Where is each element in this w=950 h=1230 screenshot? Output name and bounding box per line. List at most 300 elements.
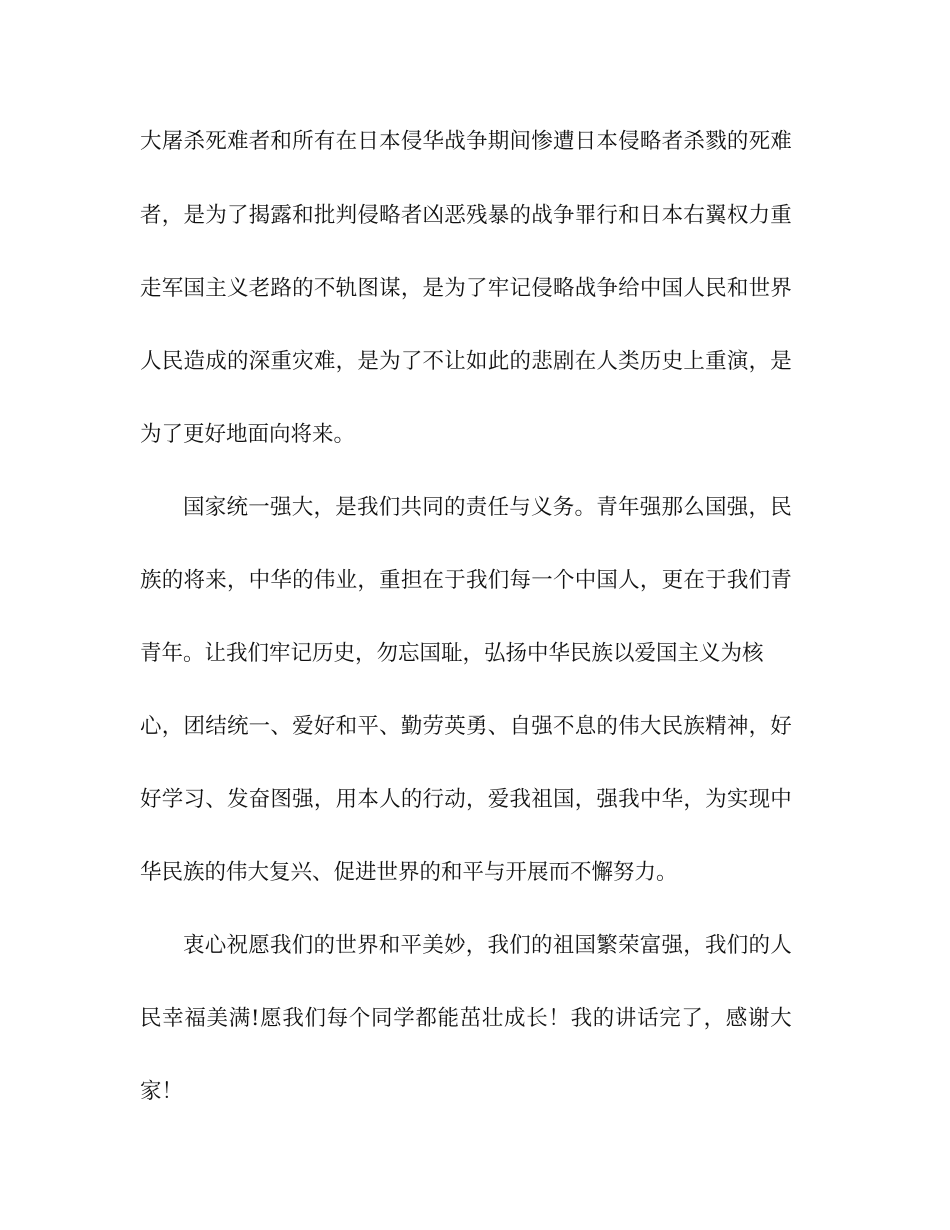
- text-glyph: 造: [183, 349, 205, 374]
- text-glyph: 我: [570, 1006, 593, 1031]
- text-glyph: 民: [705, 276, 727, 301]
- text-glyph: 的: [748, 933, 771, 958]
- text-glyph: 们: [509, 933, 531, 958]
- text-glyph: 愿: [260, 1006, 282, 1031]
- text-glyph: 世: [335, 933, 357, 958]
- text-glyph: 族: [683, 714, 705, 739]
- text-glyph: 祖: [531, 787, 553, 812]
- text-glyph: 恶: [444, 203, 466, 228]
- text-glyph: 们: [304, 1006, 327, 1031]
- text-glyph: 戮: [705, 129, 727, 154]
- text-glyph: 业: [335, 568, 358, 593]
- text-glyph: 、: [205, 787, 227, 812]
- text-line: [140, 201, 792, 231]
- text-glyph: 好: [770, 714, 792, 739]
- text-glyph: 本: [379, 129, 401, 154]
- text-glyph: 义: [226, 276, 249, 301]
- text-glyph: 责: [465, 495, 488, 520]
- text-glyph: 我: [270, 933, 292, 958]
- text-glyph: 爱: [487, 787, 510, 812]
- text-glyph: 、: [270, 714, 292, 739]
- text-glyph: ，: [683, 933, 705, 958]
- text-glyph: 都: [415, 1006, 437, 1031]
- text-glyph: 暴: [487, 203, 510, 228]
- text-glyph: 妙: [444, 933, 466, 958]
- text-glyph: 国: [574, 933, 597, 958]
- text-glyph: 类: [618, 349, 640, 374]
- text-glyph: 同: [422, 495, 444, 520]
- text-glyph: 的: [509, 349, 531, 374]
- text-glyph: 为: [705, 787, 727, 812]
- text-glyph: 残: [466, 203, 488, 228]
- text-glyph: 一: [531, 568, 553, 593]
- text-glyph: 路: [270, 276, 292, 301]
- text-glyph: 重: [270, 349, 292, 374]
- text-glyph: 走: [140, 276, 162, 301]
- text-glyph: 了: [681, 1006, 703, 1031]
- text-glyph: 大: [639, 714, 662, 739]
- text-glyph: 者: [248, 129, 271, 154]
- text-glyph: 本: [661, 203, 684, 228]
- text-glyph: 难: [770, 129, 792, 154]
- text-glyph: 让: [444, 349, 466, 374]
- text-glyph: 为: [444, 276, 466, 301]
- text-glyph: 人: [140, 349, 162, 374]
- text-glyph: 义: [531, 495, 553, 520]
- text-glyph: 主: [205, 276, 227, 301]
- text-glyph: 勇: [466, 714, 488, 739]
- text-glyph: 更: [661, 568, 684, 593]
- text-glyph: 年: [618, 495, 640, 520]
- text-glyph: 华: [422, 129, 445, 154]
- text-glyph: 中: [639, 276, 662, 301]
- text-glyph: 任: [487, 495, 510, 520]
- text-glyph: 富: [639, 933, 662, 958]
- text-glyph: 是: [357, 349, 379, 374]
- text-glyph: 者: [661, 129, 684, 154]
- text-glyph: 在: [683, 568, 705, 593]
- text-line: 华民族的伟大复兴、促进世界的和平与开展而不懈努力。: [140, 860, 678, 885]
- text-glyph: ，: [574, 787, 597, 812]
- text-glyph: 日: [574, 129, 597, 154]
- text-glyph: 用: [335, 787, 358, 812]
- text-glyph: 历: [639, 349, 662, 374]
- text-glyph: 杀: [683, 129, 705, 154]
- text-glyph: 美: [206, 1006, 229, 1031]
- text-glyph: ，: [466, 787, 488, 812]
- text-glyph: ！: [548, 1006, 570, 1031]
- text-glyph: 战: [574, 276, 597, 301]
- text-glyph: ，: [161, 203, 184, 228]
- text-glyph: 国: [596, 568, 618, 593]
- text-glyph: 们: [487, 568, 510, 593]
- text-glyph: 们: [291, 933, 314, 958]
- text-glyph: 者: [140, 203, 162, 228]
- text-glyph: 侵: [531, 276, 553, 301]
- text-glyph: 英: [444, 714, 466, 739]
- text-line: 为了更好地面向将来。: [140, 422, 356, 447]
- text-glyph: 繁: [596, 933, 618, 958]
- text-glyph: 在: [574, 349, 597, 374]
- text-glyph: 如: [466, 349, 488, 374]
- text-glyph: 军: [161, 276, 184, 301]
- text-glyph: 祝: [226, 933, 249, 958]
- text-glyph: 强: [596, 787, 618, 812]
- text-glyph: 侵: [618, 129, 640, 154]
- text-glyph: 的: [226, 349, 249, 374]
- text-glyph: 重: [379, 568, 401, 593]
- text-glyph: 侵: [357, 203, 379, 228]
- text-glyph: 轨: [335, 276, 358, 301]
- text-glyph: 平: [400, 933, 423, 958]
- text-glyph: 心: [204, 933, 227, 958]
- text-glyph: 不: [422, 349, 445, 374]
- text-glyph: 国: [183, 276, 205, 301]
- text-glyph: 心: [140, 714, 162, 739]
- text-glyph: ，: [465, 933, 488, 958]
- text-glyph: 屠: [161, 129, 184, 154]
- text-line: [140, 1004, 792, 1034]
- text-glyph: 和: [292, 203, 314, 228]
- text-glyph: ，: [683, 787, 705, 812]
- text-glyph: 于: [444, 568, 466, 593]
- text-glyph: 好: [140, 787, 162, 812]
- text-glyph: 民: [661, 714, 684, 739]
- text-glyph: 精: [705, 714, 727, 739]
- text-glyph: 剧: [552, 349, 575, 374]
- text-glyph: 华: [661, 787, 684, 812]
- text-glyph: 伟: [618, 714, 640, 739]
- text-glyph: 日: [639, 203, 662, 228]
- text-glyph: 大: [770, 1006, 792, 1031]
- text-glyph: 话: [637, 1006, 659, 1031]
- text-glyph: 灾: [292, 349, 314, 374]
- text-glyph: 人: [683, 276, 705, 301]
- text-glyph: 记: [509, 276, 531, 301]
- text-glyph: 为: [205, 203, 227, 228]
- text-line: [183, 931, 792, 961]
- text-glyph: 务: [552, 495, 575, 520]
- text-glyph: 息: [574, 714, 597, 739]
- text-glyph: 我: [726, 568, 749, 593]
- text-glyph: 国: [705, 495, 727, 520]
- text-glyph: 惨: [531, 129, 553, 154]
- text-glyph: 中: [248, 568, 271, 593]
- text-glyph: 所: [292, 129, 314, 154]
- text-glyph: 不: [313, 276, 336, 301]
- text-glyph: 爱: [292, 714, 314, 739]
- text-glyph: 难: [313, 349, 336, 374]
- text-glyph: 实: [726, 787, 749, 812]
- text-glyph: 我: [466, 568, 488, 593]
- text-glyph: 翼: [705, 203, 727, 228]
- text-glyph: 满: [228, 1006, 251, 1031]
- text-glyph: 的: [596, 714, 618, 739]
- text-glyph: 自: [509, 714, 531, 739]
- text-glyph: 侵: [400, 129, 423, 154]
- text-glyph: 青: [596, 495, 618, 520]
- text-glyph: ，: [748, 349, 771, 374]
- text-glyph: 统: [226, 495, 249, 520]
- text-glyph: 、: [487, 714, 510, 739]
- text-glyph: 期: [487, 129, 510, 154]
- text-glyph: 谋: [379, 276, 401, 301]
- text-glyph: 在: [422, 568, 445, 593]
- text-glyph: 和: [335, 714, 358, 739]
- text-glyph: 此: [487, 349, 510, 374]
- text-glyph: 青: [770, 568, 792, 593]
- text-glyph: 重: [770, 203, 792, 228]
- text-glyph: 行: [596, 203, 618, 228]
- text-glyph: 团: [183, 714, 205, 739]
- text-glyph: ，: [703, 1006, 726, 1031]
- text-glyph: 好: [313, 714, 336, 739]
- text-glyph: ，: [335, 349, 358, 374]
- text-glyph: 每: [326, 1006, 349, 1031]
- text-glyph: 族: [140, 568, 162, 593]
- text-glyph: 死: [748, 129, 771, 154]
- text-glyph: 民: [770, 495, 792, 520]
- text-glyph: 凶: [422, 203, 445, 228]
- text-glyph: 的: [726, 129, 749, 154]
- text-glyph: 担: [400, 568, 423, 593]
- text-glyph: 华: [270, 568, 292, 593]
- text-glyph: 略: [379, 203, 401, 228]
- text-glyph: 日: [357, 129, 379, 154]
- text-glyph: 遭: [552, 129, 575, 154]
- text-glyph: 了: [466, 276, 488, 301]
- text-glyph: 大: [291, 495, 314, 520]
- text-glyph: 一: [248, 495, 270, 520]
- text-glyph: 和: [618, 203, 640, 228]
- text-glyph: 战: [444, 129, 466, 154]
- text-glyph: 略: [639, 129, 662, 154]
- text-line: 家！: [140, 1079, 184, 1104]
- text-glyph: ，: [313, 495, 336, 520]
- text-glyph: 大: [140, 129, 162, 154]
- text-line: [140, 566, 792, 596]
- text-glyph: 为: [379, 349, 401, 374]
- text-glyph: 难: [226, 129, 249, 154]
- text-glyph: 和: [726, 276, 749, 301]
- text-glyph: 同: [371, 1006, 393, 1031]
- text-glyph: ，: [357, 568, 379, 593]
- text-glyph: 学: [393, 1006, 415, 1031]
- text-glyph: 和: [378, 933, 401, 958]
- text-glyph: 习: [183, 787, 205, 812]
- text-glyph: 上: [683, 349, 705, 374]
- text-glyph: 们: [748, 568, 771, 593]
- text-glyph: 衷: [183, 933, 205, 958]
- text-glyph: 揭: [248, 203, 271, 228]
- text-glyph: 谢: [747, 1006, 770, 1031]
- text-glyph: 界: [357, 933, 379, 958]
- text-glyph: 么: [683, 495, 705, 520]
- text-glyph: 右: [683, 203, 705, 228]
- text-glyph: 了: [226, 203, 249, 228]
- text-glyph: 壮: [481, 1006, 504, 1031]
- text-glyph: 是: [770, 349, 792, 374]
- text-glyph: 长: [526, 1006, 548, 1031]
- text-glyph: ，: [226, 568, 249, 593]
- text-glyph: 中: [574, 568, 597, 593]
- text-glyph: 罪: [574, 203, 597, 228]
- text-glyph: 战: [531, 203, 553, 228]
- text-glyph: 个: [348, 1006, 371, 1031]
- text-glyph: 强: [661, 933, 684, 958]
- text-glyph: 将: [183, 568, 205, 593]
- text-glyph: 给: [618, 276, 640, 301]
- text-glyph: 奋: [248, 787, 271, 812]
- text-glyph: 们: [726, 933, 749, 958]
- text-glyph: 民: [140, 1006, 162, 1031]
- text-glyph: 图: [357, 276, 379, 301]
- text-glyph: 幸: [162, 1006, 184, 1031]
- text-glyph: 死: [205, 129, 227, 154]
- text-glyph: 强: [292, 787, 314, 812]
- text-glyph: 人: [379, 787, 401, 812]
- text-glyph: 民: [161, 349, 184, 374]
- text-glyph: 结: [205, 714, 227, 739]
- text-glyph: 牢: [487, 276, 510, 301]
- text-glyph: 学: [161, 787, 184, 812]
- text-line: [140, 274, 792, 304]
- text-glyph: 和: [270, 129, 292, 154]
- text-glyph: 界: [770, 276, 792, 301]
- text-glyph: 每: [509, 568, 531, 593]
- text-glyph: 共: [400, 495, 423, 520]
- text-glyph: 了: [400, 349, 423, 374]
- text-glyph: 的: [400, 787, 423, 812]
- text-glyph: 史: [661, 349, 684, 374]
- text-glyph: 有: [313, 129, 336, 154]
- text-glyph: ，: [313, 787, 336, 812]
- text-glyph: 发: [226, 787, 249, 812]
- text-glyph: 成: [504, 1006, 526, 1031]
- text-glyph: 争: [466, 129, 488, 154]
- text-glyph: 来: [205, 568, 227, 593]
- text-glyph: 、: [379, 714, 401, 739]
- text-glyph: 祖: [552, 933, 575, 958]
- text-glyph: 深: [248, 349, 271, 374]
- text-glyph: 力: [748, 203, 771, 228]
- text-glyph: 我: [705, 933, 727, 958]
- text-glyph: 本: [357, 787, 379, 812]
- text-line: [183, 493, 792, 523]
- text-glyph: 。: [574, 495, 597, 520]
- text-glyph: 现: [748, 787, 771, 812]
- text-glyph: ，: [639, 568, 662, 593]
- text-glyph: 完: [659, 1006, 681, 1031]
- text-glyph: 伟: [313, 568, 336, 593]
- text-glyph: 重: [705, 349, 727, 374]
- text-glyph: 的: [292, 568, 314, 593]
- text-glyph: 争: [596, 276, 618, 301]
- text-glyph: 能: [437, 1006, 460, 1031]
- text-glyph: 国: [183, 495, 205, 520]
- text-glyph: 老: [248, 276, 271, 301]
- text-glyph: 中: [770, 787, 792, 812]
- text-line: [140, 712, 792, 742]
- text-glyph: 讲: [614, 1006, 637, 1031]
- text-glyph: 图: [270, 787, 292, 812]
- text-glyph: 国: [661, 276, 684, 301]
- text-glyph: 悲: [531, 349, 553, 374]
- text-glyph: 的: [444, 495, 466, 520]
- text-glyph: 争: [552, 203, 575, 228]
- text-glyph: 福: [184, 1006, 206, 1031]
- text-glyph: 人: [618, 568, 640, 593]
- text-line: 青年。让我们牢记历史，勿忘国耻，弘扬中华民族以爱国主义为核: [140, 641, 764, 666]
- text-glyph: 的: [313, 933, 336, 958]
- text-glyph: ，: [161, 714, 184, 739]
- text-glyph: 的: [592, 1006, 615, 1031]
- text-glyph: 感: [725, 1006, 748, 1031]
- text-glyph: 强: [270, 495, 292, 520]
- text-glyph: 荣: [618, 933, 640, 958]
- text-glyph: 本: [596, 129, 618, 154]
- text-glyph: 劳: [422, 714, 445, 739]
- text-glyph: 判: [335, 203, 358, 228]
- text-glyph: 动: [444, 787, 466, 812]
- text-glyph: 我: [357, 495, 379, 520]
- text-glyph: 人: [596, 349, 618, 374]
- text-glyph: 者: [400, 203, 423, 228]
- text-glyph: 在: [335, 129, 358, 154]
- text-glyph: 美: [422, 933, 444, 958]
- text-glyph: 强: [531, 714, 553, 739]
- text-glyph: 演: [726, 349, 749, 374]
- text-glyph: 不: [552, 714, 575, 739]
- text-glyph: 的: [292, 276, 314, 301]
- text-glyph: 杀: [183, 129, 205, 154]
- text-glyph: 我: [282, 1006, 304, 1031]
- text-line: [140, 785, 792, 815]
- text-glyph: 批: [313, 203, 336, 228]
- text-glyph: 成: [205, 349, 227, 374]
- text-line: [140, 347, 792, 377]
- text-glyph: 愿: [248, 933, 270, 958]
- text-glyph: 们: [378, 495, 401, 520]
- text-glyph: 人: [770, 933, 792, 958]
- text-glyph: 行: [422, 787, 445, 812]
- text-glyph: 权: [726, 203, 749, 228]
- text-glyph: 国: [552, 787, 575, 812]
- text-glyph: 于: [705, 568, 727, 593]
- text-glyph: 家: [204, 495, 227, 520]
- text-glyph: 勤: [400, 714, 423, 739]
- text-glyph: 我: [618, 787, 640, 812]
- text-glyph: 那: [661, 495, 684, 520]
- text-glyph: 的: [161, 568, 184, 593]
- text-line: [140, 127, 792, 157]
- text-glyph: 一: [248, 714, 271, 739]
- text-glyph: ，: [748, 714, 771, 739]
- text-glyph: 统: [226, 714, 249, 739]
- text-glyph: 神: [726, 714, 749, 739]
- text-glyph: 的: [531, 933, 553, 958]
- text-glyph: 世: [748, 276, 771, 301]
- text-glyph: ，: [400, 276, 423, 301]
- text-glyph: 平: [357, 714, 379, 739]
- text-glyph: 露: [270, 203, 292, 228]
- text-glyph: 我: [487, 933, 510, 958]
- text-glyph: 是: [335, 495, 357, 520]
- text-glyph: 是: [422, 276, 445, 301]
- text-glyph: ，: [748, 495, 771, 520]
- text-glyph: 强: [726, 495, 749, 520]
- text-glyph: 略: [552, 276, 575, 301]
